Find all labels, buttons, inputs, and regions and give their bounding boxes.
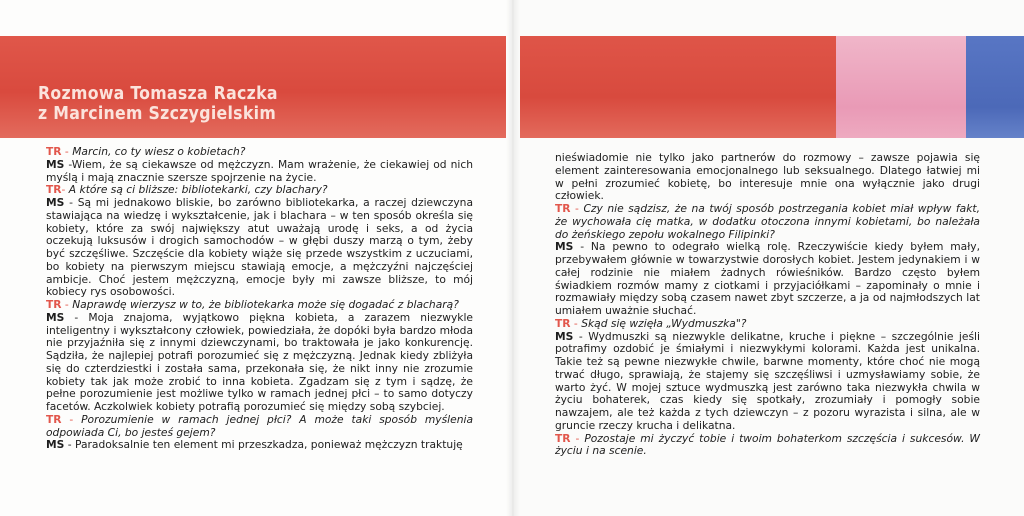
question-text: Pozostaje mi życzyć tobie i twoim bohaterkom szczęścia i sukcesów. W życiu i na scenie.: [555, 431, 980, 458]
answer-text: Są mi jednakowo bliskie, bo zarówno bibliotekarka, a raczej dziewczyna stawiająca na wiedzę i wykształcenie, jak i blachara – w ten sposób określa się kobiety, które za swój największy atut uważają urodę i seks, a od życia oczekują luksusów i drogich samochodów – w głębi duszy marzą o tym, żeby być szczęśliwe. Szczęście dla kobiety wiąże się przede wszystkim z uczuciami, bo kobiety na pierwszym miejscu stawiają emocje, a mężczyźni najczęściej ambicje. Choć jestem mężczyzną, emocje były mi zawsze bliższe, to mój kobiecy rys osobowości.: [46, 196, 473, 299]
answer-text: Na pewno to odegrało wielką rolę. Rzeczywiście kiedy byłem mały, przebywałem głównie w towarzystwie dorosłych kobiet. Jestem jedynakiem i w całej rodzinie nie miałem żadnych rówieśników. Bardzo często byłem świadkiem rozmów mamy z ciotkami i przyjaciółkami – zapominały o mnie i rozmawiały między sobą czasem nawet zbyt szczerze, a ja od najmłodszych lat umiałem uważnie słuchać.: [555, 240, 980, 317]
speaker-ms-label: MS: [46, 157, 65, 171]
interview-paragraph: [46, 197, 473, 299]
answer-text: Wiem, że są ciekawsze od mężczyzn. Mam wrażenie, że ciekawiej od nich myślą i mają znacznie szersze spojrzenie na życie.: [46, 157, 473, 184]
speaker-tr-label: TR: [555, 431, 571, 445]
blue-color-block: [966, 36, 1024, 138]
speaker-ms-label: MS: [46, 310, 65, 324]
answer-text: Wydmuszki są niezwykle delikatne, kruche i piękne – szczególnie jeśli potrafimy ozdobić je śmiałymi i niezwykłymi kolorami. Każda jest unikalna. Takie też są pewne niezwykłe chwile, barwne momenty, które choć nie mogą trwać długo, sprawiają, że stajemy się szczęśliwsi i uzmysławiamy sobie, że warto żyć. W mojej sztuce wydmuszką jest zarówno taka niezwykła chwila w życiu bohaterek, czas kiedy się spotkały, zrozumiały i pomogły sobie nawzajem, ale też każda z tych dziewczyn – z pozoru wyrazista i silna, ale w gruncie rzeczy krucha i delikatna.: [555, 329, 980, 432]
speaker-separator: -: [570, 431, 585, 445]
speaker-separator: -: [64, 438, 75, 452]
interview-paragraph: [555, 433, 980, 459]
speaker-separator: -: [61, 183, 69, 197]
interview-title: [38, 84, 498, 124]
speaker-separator: -: [61, 412, 82, 426]
speaker-separator: -: [573, 240, 591, 254]
speaker-separator: -: [64, 157, 72, 171]
speaker-ms-label: MS: [555, 329, 574, 343]
speaker-tr-label: TR: [46, 412, 62, 426]
question-text: Marcin, co ty wiesz o kobietach?: [72, 145, 246, 158]
interview-paragraph: [555, 203, 980, 241]
speaker-tr-label: TR: [555, 202, 571, 215]
title-line-1: Rozmowa Tomasza Raczka: [38, 84, 278, 104]
question-text: A które są ci bliższe: bibliotekarki, czy blachary?: [68, 183, 328, 197]
speaker-separator: -: [570, 202, 584, 215]
speaker-separator: -: [64, 310, 89, 324]
answer-text: nieświadomie nie tylko jako partnerów do rozmowy – zawsze pojawia się element zainteresowania emocjonalnego lub seksualnego. Dlatego łatwiej mi w pełni zrozumieć kobietę, bo interesuje mnie ona wyłącznie jako drugi człowiek.: [555, 151, 980, 203]
interview-paragraph: [46, 414, 473, 440]
left-text-column: [46, 146, 473, 452]
header-band-right: [520, 36, 836, 138]
speaker-tr-label: TR: [46, 183, 62, 197]
interview-paragraph: [555, 241, 980, 318]
speaker-tr-label: TR: [555, 316, 571, 330]
speaker-ms-label: MS: [46, 196, 65, 209]
speaker-separator: -: [570, 316, 582, 330]
question-text: Naprawdę wierzysz w to, że bibliotekarka może się dogadać z blacharą?: [72, 298, 459, 311]
right-text-column: [555, 152, 980, 458]
interview-paragraph: [555, 331, 980, 433]
speaker-separator: -: [61, 145, 73, 158]
speaker-ms-label: MS: [46, 438, 65, 452]
pink-color-block: [836, 36, 966, 138]
speaker-separator: -: [573, 329, 589, 343]
speaker-tr-label: TR: [46, 145, 62, 158]
title-line-2: z Marcinem Szczygielskim: [38, 104, 277, 124]
speaker-separator: -: [61, 298, 73, 311]
question-text: Czy nie sądzisz, że na twój sposób postrzegania kobiet miał wpływ fakt, że wychowała cię matka, w dodatku otoczona innymi kobietami, bo należała do żeńskiego zepołu wokalnego Filipinki?: [555, 202, 980, 241]
answer-text: Paradoksalnie ten element mi przeszkadza, ponieważ mężczyzn traktuję: [75, 438, 463, 452]
speaker-separator: -: [64, 196, 78, 209]
question-text: Porozumienie w ramach jednej płci? A może taki sposób myślenia odpowiada Ci, bo jesteś gejem?: [46, 412, 473, 439]
question-text: Skąd się wzięła „Wydmuszka"?: [581, 316, 747, 330]
speaker-ms-label: MS: [555, 240, 574, 254]
interview-paragraph: [46, 312, 473, 414]
answer-text: Moja znajoma, wyjątkowo piękna kobieta, a zarazem niezwykle inteligentny i wykształcony człowiek, powiedziała, że dopóki była bardzo młoda nie przyjaźniła się z innymi dziewczynami, bo traktowała je jako konkurencję. Sądziła, że najlepiej potrafi porozumieć się z mężczyzną. Jednak kiedy zbliżyła się do czterdziestki i została sama, przekonała się, że nikt inny nie zrozumie kobiety tak jak może zrobić to inna kobieta. Zgadzam się z tym i sądzę, że pełne porozumienie jest możliwe tylko w ramach jednej płci – to samo dotyczy facetów. Aczkolwiek kobiety potrafią porozumieć się między sobą szybciej.: [46, 310, 473, 413]
interview-paragraph: [555, 152, 980, 203]
speaker-tr-label: TR: [46, 298, 62, 311]
interview-paragraph: [46, 439, 473, 452]
interview-paragraph: [46, 159, 473, 185]
book-gutter: [506, 0, 520, 516]
